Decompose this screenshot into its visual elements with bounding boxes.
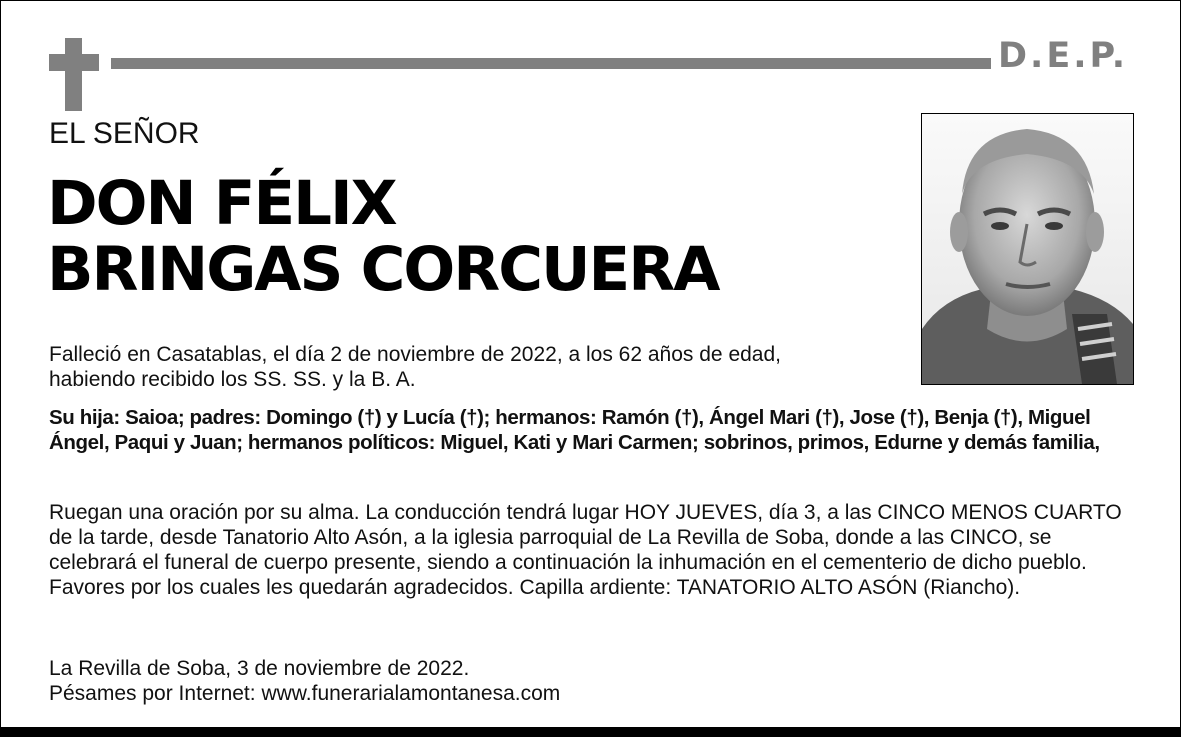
honorific: EL SEÑOR <box>49 117 200 150</box>
death-notice-line-2: habiendo recibido los SS. SS. y la B. A. <box>49 368 416 391</box>
dep-label: D.E.P. <box>998 36 1129 76</box>
death-notice-line-1: Falleció en Casatablas, el día 2 de noviembre de 2022, a los 62 años de edad, <box>49 343 781 366</box>
family-list: Su hija: Saioa; padres: Domingo (†) y Lucía (†); hermanos: Ramón (†), Ángel Mari (†), Jose (†), Benja (†), Miguel Ángel, Paqui y Juan; hermanos políticos: Miguel, Kati y Mari Carmen; sobrinos, primos, Edurne y demás familia, <box>49 406 1100 454</box>
portrait-photo <box>921 113 1134 385</box>
ceremony-details: Ruegan una oración por su alma. La conducción tendrá lugar HOY JUEVES, día 3, a las CINCO MENOS CUARTO de la tarde, desde Tanatorio Alto Asón, a la iglesia parroquial de La Revilla de Soba, donde a las CINCO, se celebrará el funeral de cuerpo presente, siendo a continuación la inhumación en el cementerio de dicho pueblo. Favores por los cuales les quedarán agradecidos. Capilla ardiente: TANATORIO ALTO ASÓN (Riancho). <box>49 501 1122 599</box>
death-notice <box>49 342 909 392</box>
header-rule <box>111 58 991 69</box>
deceased-name <box>47 168 719 305</box>
place-date: La Revilla de Soba, 3 de noviembre de 2022. <box>49 657 470 680</box>
condolences-website: Pésames por Internet: www.funerarialamontanesa.com <box>49 682 561 705</box>
name-line-2: BRINGAS CORCUERA <box>47 234 719 305</box>
name-line-1: DON FÉLIX <box>47 168 396 239</box>
closing-info <box>49 656 1144 706</box>
footer-rule <box>1 727 1180 736</box>
